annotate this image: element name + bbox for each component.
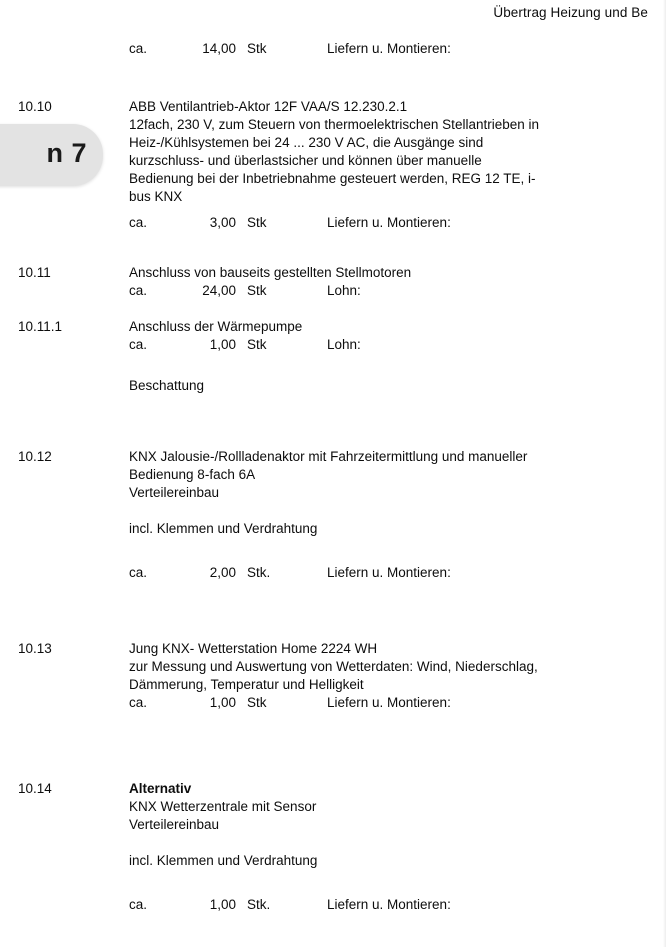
description-line: incl. Klemmen und Verdrahtung bbox=[129, 853, 318, 868]
position-body bbox=[129, 640, 666, 712]
description-line: Heiz-/Kühlsystemen bei 24 ... 230 V AC, die Ausgänge sind bbox=[129, 135, 484, 150]
position-number: 10.13 bbox=[18, 641, 52, 656]
position-body bbox=[129, 377, 666, 395]
position-body bbox=[129, 98, 666, 232]
position-row bbox=[0, 640, 666, 712]
description-line: ABB Ventilantrieb-Aktor 12F VAA/S 12.230.2.1 bbox=[129, 99, 408, 114]
quantity-value: 24,00 bbox=[202, 283, 236, 298]
quantity-line bbox=[129, 694, 652, 712]
description-line bbox=[129, 834, 652, 852]
position-row bbox=[0, 264, 666, 300]
description-line: Dämmerung, Temperatur und Helligkeit bbox=[129, 677, 364, 692]
position-body bbox=[129, 264, 666, 300]
quantity-unit: Stk bbox=[247, 41, 267, 56]
quantity-value: 1,00 bbox=[209, 337, 236, 352]
quantity-approx-label: ca. bbox=[129, 215, 148, 230]
position-row bbox=[0, 318, 666, 354]
quantity-value: 1,00 bbox=[209, 695, 236, 710]
position-row bbox=[0, 780, 666, 914]
position-row bbox=[0, 40, 666, 58]
quantity-unit: Stk bbox=[247, 283, 267, 298]
description-line: Anschluss von bauseits gestellten Stellmotoren bbox=[129, 265, 412, 280]
quantity-service-label: Lohn: bbox=[327, 337, 361, 352]
quantity-service-label: Liefern u. Montieren: bbox=[327, 41, 451, 56]
spacer bbox=[129, 870, 652, 896]
description-line: incl. Klemmen und Verdrahtung bbox=[129, 521, 318, 536]
quantity-unit: Stk. bbox=[247, 897, 271, 912]
description-line: Alternativ bbox=[129, 781, 192, 796]
spacer bbox=[129, 206, 652, 214]
quantity-unit: Stk bbox=[247, 695, 267, 710]
quantity-value: 3,00 bbox=[209, 215, 236, 230]
quantity-unit: Stk bbox=[247, 215, 267, 230]
spacer bbox=[129, 538, 652, 564]
quantity-line bbox=[129, 214, 652, 232]
position-description bbox=[129, 377, 652, 395]
quantity-value: 2,00 bbox=[209, 565, 236, 580]
description-line: Jung KNX- Wetterstation Home 2224 WH bbox=[129, 641, 378, 656]
quantity-approx-label: ca. bbox=[129, 41, 148, 56]
quantity-service-label: Liefern u. Montieren: bbox=[327, 565, 451, 580]
position-body bbox=[129, 318, 666, 354]
description-line: 12fach, 230 V, zum Steuern von thermoelektrischen Stellantrieben in bbox=[129, 117, 539, 132]
overlay-badge-label: n 7 bbox=[46, 138, 87, 168]
position-description bbox=[129, 264, 652, 282]
quantity-service-label: Liefern u. Montieren: bbox=[327, 897, 451, 912]
page-header: Übertrag Heizung und Be bbox=[493, 5, 648, 20]
quantity-line bbox=[129, 564, 652, 582]
quantity-line bbox=[129, 40, 652, 58]
quantity-value: 1,00 bbox=[209, 897, 236, 912]
quantity-line bbox=[129, 336, 652, 354]
description-line: Bedienung 8-fach 6A bbox=[129, 467, 256, 482]
quantity-line bbox=[129, 282, 652, 300]
quantity-unit: Stk bbox=[247, 337, 267, 352]
position-description bbox=[129, 780, 652, 870]
position-body bbox=[129, 448, 666, 582]
position-number: 10.11 bbox=[18, 265, 51, 280]
quantity-line bbox=[129, 896, 652, 914]
quantity-approx-label: ca. bbox=[129, 897, 148, 912]
description-line: Anschluss der Wärmepumpe bbox=[129, 319, 303, 334]
description-line: KNX Jalousie-/Rollladenaktor mit Fahrzeitermittlung und manueller bbox=[129, 449, 528, 464]
description-line: Verteilereinbau bbox=[129, 485, 220, 500]
quantity-value: 14,00 bbox=[202, 41, 236, 56]
description-line: Beschattung bbox=[129, 378, 205, 393]
position-number: 10.11.1 bbox=[18, 319, 63, 334]
description-line bbox=[129, 502, 652, 520]
description-line: kurzschluss- und überlastsicher und können über manuelle bbox=[129, 153, 482, 168]
position-description bbox=[129, 98, 652, 206]
quantity-service-label: Liefern u. Montieren: bbox=[327, 695, 451, 710]
position-description bbox=[129, 318, 652, 336]
description-line: zur Messung und Auswertung von Wetterdaten: Wind, Niederschlag, bbox=[129, 659, 538, 674]
position-description bbox=[129, 640, 652, 694]
description-line: Bedienung bei der Inbetriebnahme gesteuert werden, REG 12 TE, i- bbox=[129, 171, 536, 186]
quantity-unit: Stk. bbox=[247, 565, 271, 580]
quantity-approx-label: ca. bbox=[129, 337, 148, 352]
quantity-approx-label: ca. bbox=[129, 695, 148, 710]
position-body bbox=[129, 40, 666, 58]
description-line: Verteilereinbau bbox=[129, 817, 220, 832]
position-number: 10.10 bbox=[18, 99, 52, 114]
quantity-service-label: Liefern u. Montieren: bbox=[327, 215, 451, 230]
position-number: 10.14 bbox=[18, 781, 52, 796]
position-number: 10.12 bbox=[18, 449, 52, 464]
quantity-service-label: Lohn: bbox=[327, 283, 361, 298]
description-line: bus KNX bbox=[129, 189, 183, 204]
quantity-approx-label: ca. bbox=[129, 283, 148, 298]
overlay-badge bbox=[0, 124, 103, 186]
position-description bbox=[129, 448, 652, 538]
position-row bbox=[0, 448, 666, 582]
position-body bbox=[129, 780, 666, 914]
description-line: KNX Wetterzentrale mit Sensor bbox=[129, 799, 317, 814]
quantity-approx-label: ca. bbox=[129, 565, 148, 580]
position-row bbox=[0, 377, 666, 395]
